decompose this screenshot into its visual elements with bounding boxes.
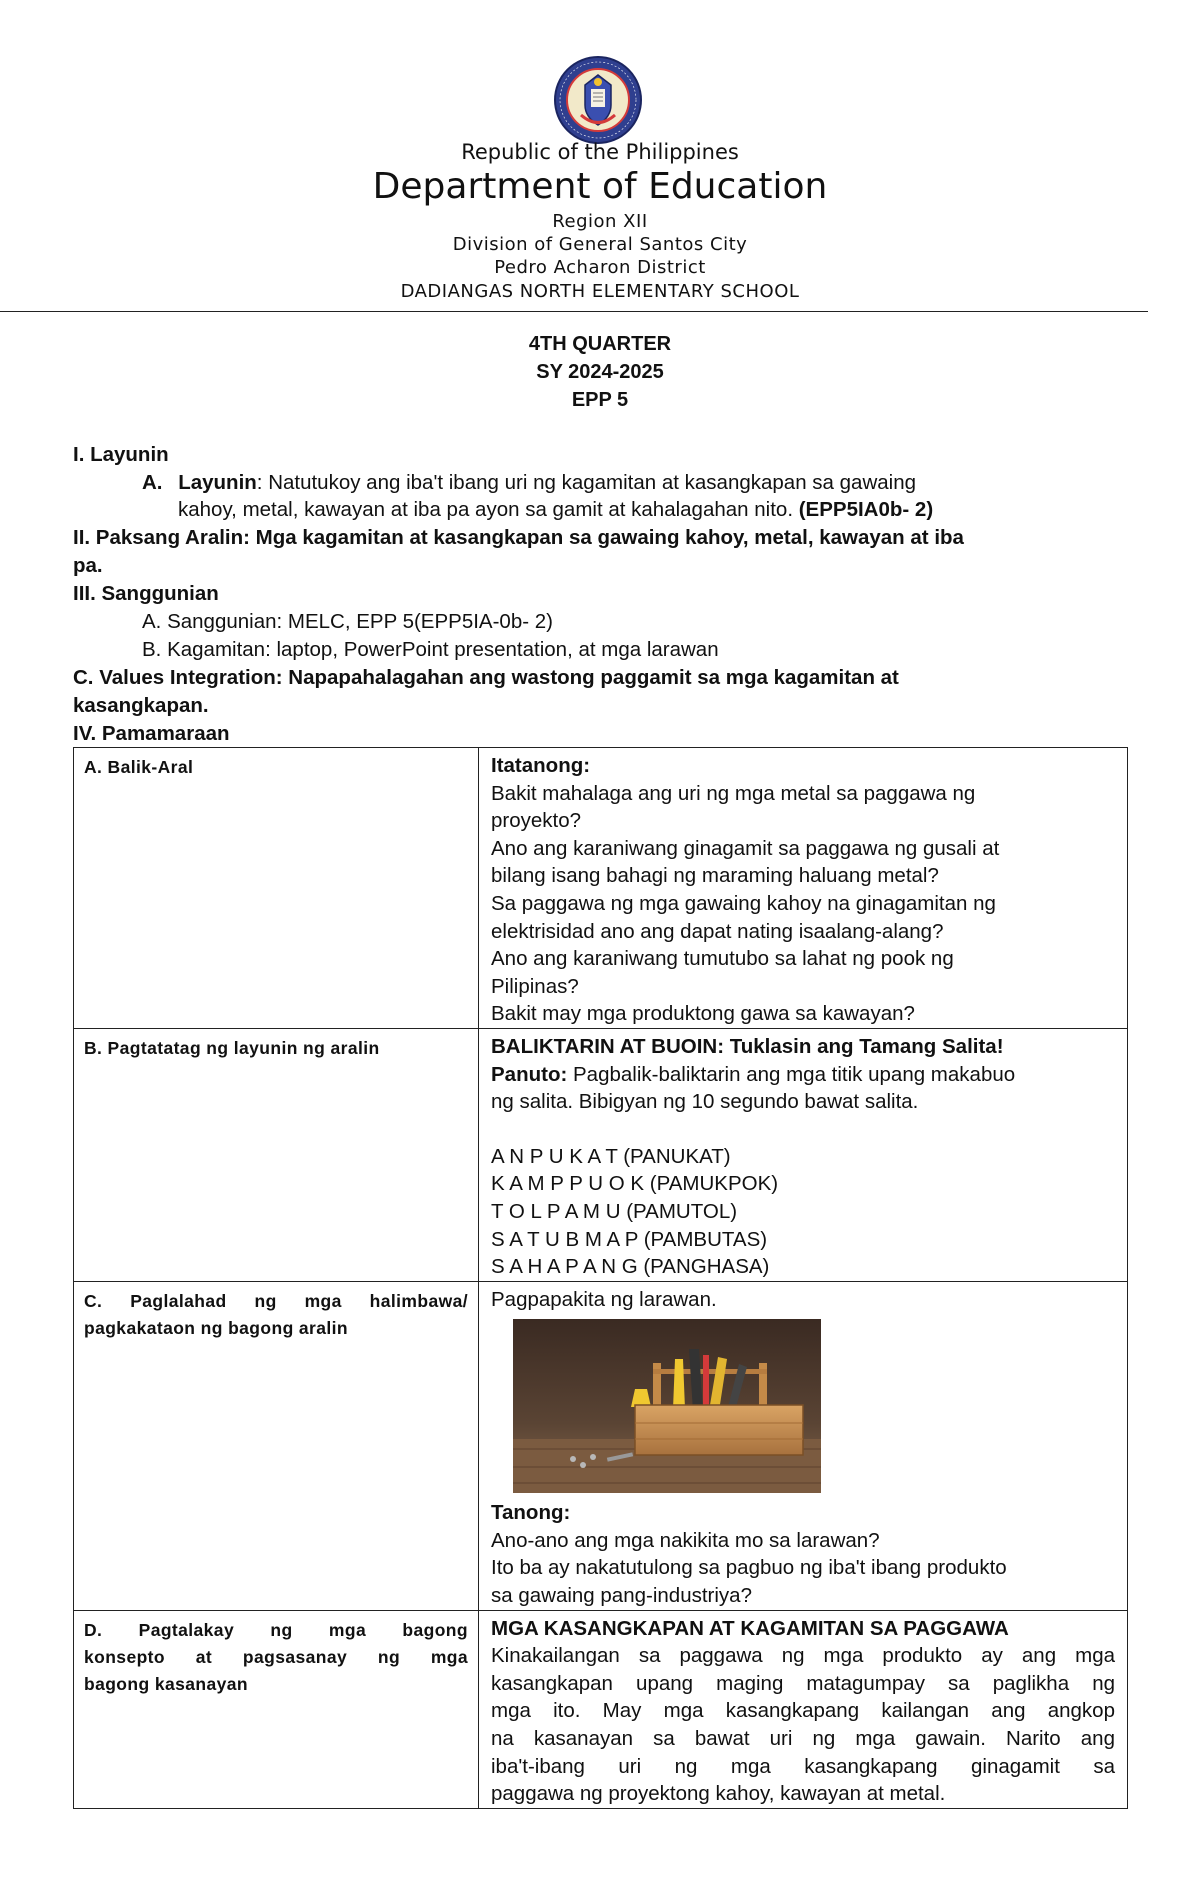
scrambled-word: S A H A P A N G (PANGHASA) [491, 1255, 770, 1279]
pagtalakay-label-2: konsepto at pagsasanay ng mga [84, 1646, 468, 1667]
scrambled-word: A N P U K A T (PANUKAT) [491, 1144, 731, 1168]
baliktarin-heading: BALIKTARIN AT BUOIN: Tuklasin ang Tamang Salita! [491, 1034, 1004, 1058]
balik-aral-line: Bakit may mga produktong gawa sa kawayan? [491, 1002, 915, 1026]
itatanong-heading: Itatanong: [491, 754, 591, 777]
layunin-a-prefix: A. [142, 471, 163, 494]
pagtalakay-label-1: D. Pagtalakay ng mga bagong [84, 1619, 468, 1640]
toolbox-photo [513, 1319, 821, 1493]
layunin-a-text-1: : Natutukoy ang iba't ibang uri ng kagamitan at kasangkapan sa gawaing [256, 471, 917, 494]
paglalahad-intro: Pagpapakita ng larawan. [491, 1287, 717, 1311]
panuto-text-1: Pagbalik-baliktarin ang mga titik upang makabuo [567, 1062, 1016, 1086]
region-line: Region XII [552, 211, 648, 232]
balik-aral-line: Bakit mahalaga ang uri ng mga metal sa paggawa ng [491, 781, 976, 805]
row-content-pagtatatag [479, 1028, 1128, 1281]
scrambled-word: S A T U B M A P (PAMBUTAS) [491, 1227, 768, 1251]
republic-line: Republic of the Philippines [461, 140, 739, 164]
panuto-label: Panuto: [491, 1062, 568, 1086]
quarter-label: 4TH QUARTER [528, 333, 672, 355]
layunin-a-line1 [142, 469, 916, 496]
table-row [74, 1281, 1128, 1610]
table-row [74, 1610, 1128, 1808]
kasangkapan-heading: MGA KASANGKAPAN AT KAGAMITAN SA PAGGAWA [491, 1616, 1009, 1640]
row-label-pagtatatag: B. Pagtatatag ng layunin ng aralin [74, 1028, 479, 1281]
procedure-table [73, 747, 1128, 1809]
school-year-label: SY 2024-2025 [536, 361, 664, 383]
balik-aral-line: proyekto? [491, 809, 582, 833]
pagtalakay-line: mga ito. May mga kasangkapang kailangan ang angkop [491, 1699, 1115, 1723]
department-title: Department of Education [372, 166, 828, 207]
table-row [74, 1028, 1128, 1281]
layunin-a-line2 [178, 496, 933, 523]
table-row [74, 748, 1128, 1029]
sanggunian-heading: III. Sanggunian [73, 582, 219, 605]
division-line: Division of General Santos City [452, 234, 748, 255]
balik-aral-line: Ano ang karaniwang ginagamit sa paggawa ng gusali at [491, 836, 1000, 860]
values-integration-line2: kasangkapan. [73, 694, 209, 717]
pagtalakay-line: kasangkapan upang maging matagumpay sa paglikha ng [491, 1671, 1115, 1695]
paglalahad-label-2: pagkakataon ng bagong aralin [84, 1317, 349, 1338]
scrambled-word: T O L P A M U (PAMUTOL) [491, 1199, 738, 1223]
layunin-a-text-2: kahoy, metal, kawayan at iba pa ayon sa gamit at kahalagahan nito. [178, 498, 799, 521]
pagtalakay-line: na kasanayan sa bawat uri ng mga gawain. Narito ang [491, 1727, 1115, 1751]
tanong-heading: Tanong: [491, 1501, 571, 1525]
row-label-balik-aral: A. Balik-Aral [74, 748, 479, 1029]
values-integration-line1: C. Values Integration: Napapahalagahan ang wastong paggamit sa mga kagamitan at [73, 666, 899, 689]
header-divider [0, 311, 1148, 312]
panuto-line2: ng salita. Bibigyan ng 10 segundo bawat salita. [491, 1090, 919, 1114]
pagtalakay-line: paggawa ng proyektong kahoy, kawayan at metal. [491, 1782, 946, 1806]
spacer [491, 1116, 1115, 1143]
layunin-heading: I. Layunin [73, 443, 169, 466]
pagtalakay-line: Kinakailangan sa paggawa ng mga produkto ay ang mga [491, 1644, 1115, 1668]
row-label-pagtalakay [74, 1610, 479, 1808]
layunin-a-label: Layunin [178, 471, 257, 494]
subject-label: EPP 5 [571, 389, 629, 411]
balik-aral-line: bilang isang bahagi ng maraming haluang metal? [491, 864, 939, 888]
balik-aral-line: Ano ang karaniwang tumutubo sa lahat ng pook ng [491, 947, 954, 971]
balik-aral-line: Pilipinas? [491, 974, 579, 998]
district-line: Pedro Acharon District [494, 257, 706, 278]
tanong-question: Ano-ano ang mga nakikita mo sa larawan? [491, 1528, 880, 1552]
paksang-aralin-line1: II. Paksang Aralin: Mga kagamitan at kasangkapan sa gawaing kahoy, metal, kawayan at iba [73, 526, 964, 549]
balik-aral-line: elektrisidad ano ang dapat nating isaalang-alang? [491, 919, 944, 943]
sanggunian-a: A. Sanggunian: MELC, EPP 5(EPP5IA-0b- 2) [142, 610, 553, 633]
row-label-paglalahad [74, 1281, 479, 1610]
scrambled-word: K A M P P U O K (PAMUKPOK) [491, 1172, 779, 1196]
tanong-question: sa gawaing pang-industriya? [491, 1584, 752, 1608]
row-content-paglalahad [479, 1281, 1128, 1610]
balik-aral-line: Sa paggawa ng mga gawaing kahoy na ginagamitan ng [491, 891, 996, 915]
row-content-balik-aral [479, 748, 1128, 1029]
tanong-question: Ito ba ay nakatutulong sa pagbuo ng iba't ibang produkto [491, 1556, 1007, 1580]
layunin-a-code: (EPP5IA0b- 2) [798, 498, 934, 521]
panuto-line1 [491, 1061, 1115, 1089]
paksang-aralin-line2: pa. [73, 554, 103, 577]
pagtalakay-line: iba't-ibang uri ng mga kasangkapang ginagamit sa [491, 1754, 1115, 1778]
row-content-pagtalakay [479, 1610, 1128, 1808]
school-line: DADIANGAS NORTH ELEMENTARY SCHOOL [400, 281, 800, 302]
paglalahad-label-1: C. Paglalahad ng mga halimbawa/ [84, 1290, 468, 1311]
pamamaraan-heading: IV. Pamamaraan [73, 722, 230, 745]
deped-seal [553, 55, 643, 145]
sanggunian-b: B. Kagamitan: laptop, PowerPoint presentation, at mga larawan [142, 638, 719, 661]
pagtalakay-label-3: bagong kasanayan [84, 1673, 248, 1694]
